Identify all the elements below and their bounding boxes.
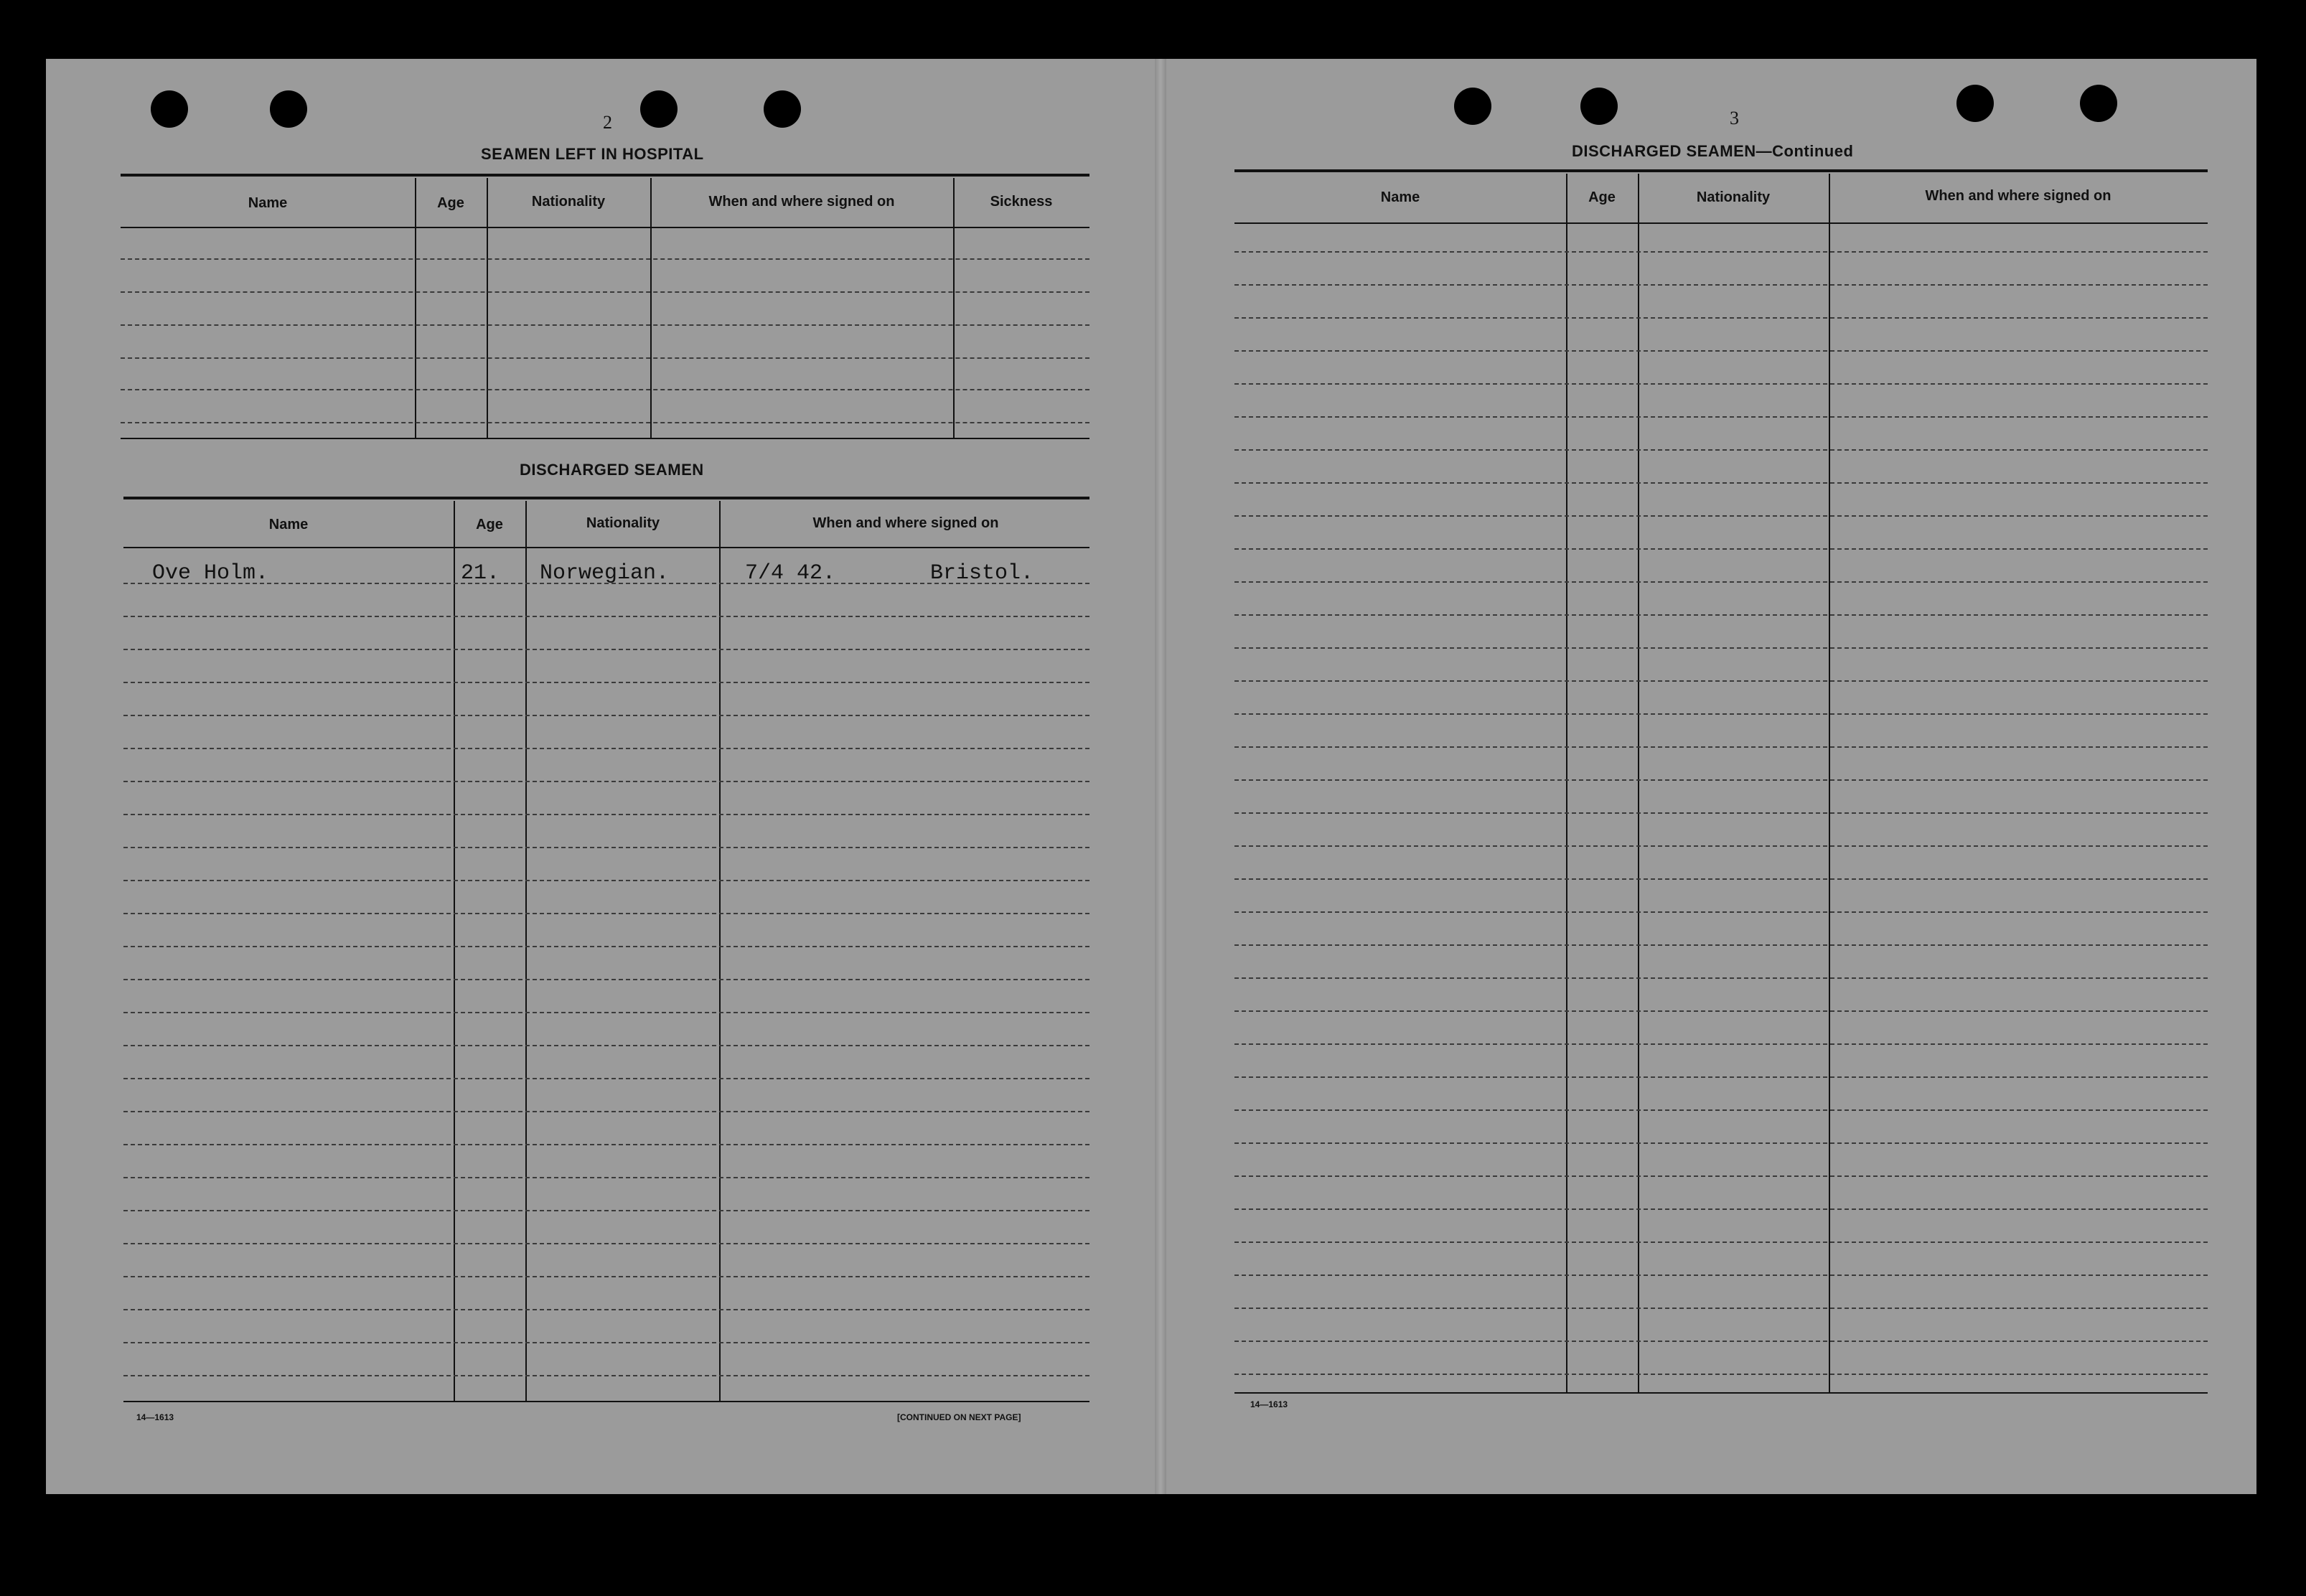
document-sheet — [46, 59, 2256, 1494]
page-number: 2 — [603, 112, 612, 133]
hospital-table — [121, 174, 1089, 441]
hospital-col-sickness: Sickness — [990, 194, 1053, 210]
discharged-col-name: Name — [268, 517, 309, 532]
hospital-col-nationality: Nationality — [531, 194, 606, 210]
seaman-name: Ove Holm. — [152, 561, 269, 586]
discharged-col-signed-on: When and where signed on — [812, 515, 999, 531]
discharged-continued-table — [1234, 169, 2208, 1394]
continued-col-nationality: Nationality — [1696, 189, 1771, 205]
continued-col-name: Name — [1380, 189, 1420, 205]
discharged-col-nationality: Nationality — [586, 515, 660, 531]
punch-hole — [270, 90, 307, 128]
seaman-age: 21. — [461, 561, 500, 586]
continued-note: [CONTINUED ON NEXT PAGE] — [897, 1412, 1021, 1422]
continued-col-signed-on: When and where signed on — [1925, 188, 2112, 204]
continued-col-age: Age — [1588, 189, 1616, 205]
punch-hole — [1454, 88, 1491, 125]
punch-hole — [1580, 88, 1618, 125]
hospital-col-age: Age — [437, 195, 464, 211]
discharged-col-age: Age — [476, 517, 503, 532]
form-number: 14—1613 — [1250, 1399, 1288, 1409]
seaman-nationality: Norwegian. — [540, 561, 670, 586]
hospital-col-name: Name — [248, 195, 288, 211]
punch-hole — [151, 90, 188, 128]
punch-hole — [764, 90, 801, 128]
form-number: 14—1613 — [136, 1412, 174, 1422]
punch-hole — [1956, 85, 1994, 122]
discharged-heading: DISCHARGED SEAMEN — [520, 461, 704, 479]
punch-hole — [2080, 85, 2117, 122]
discharged-continued-heading: DISCHARGED SEAMEN—Continued — [1572, 142, 1854, 160]
hospital-heading: SEAMEN LEFT IN HOSPITAL — [481, 145, 704, 163]
page-fold — [1155, 59, 1166, 1494]
seaman-signed-place: Bristol. — [930, 561, 1034, 586]
punch-hole — [640, 90, 678, 128]
seaman-signed-date: 7/4 42. — [745, 561, 836, 586]
hospital-col-signed-on: When and where signed on — [708, 194, 895, 210]
discharged-table — [123, 497, 1089, 1402]
page-number: 3 — [1730, 108, 1739, 128]
